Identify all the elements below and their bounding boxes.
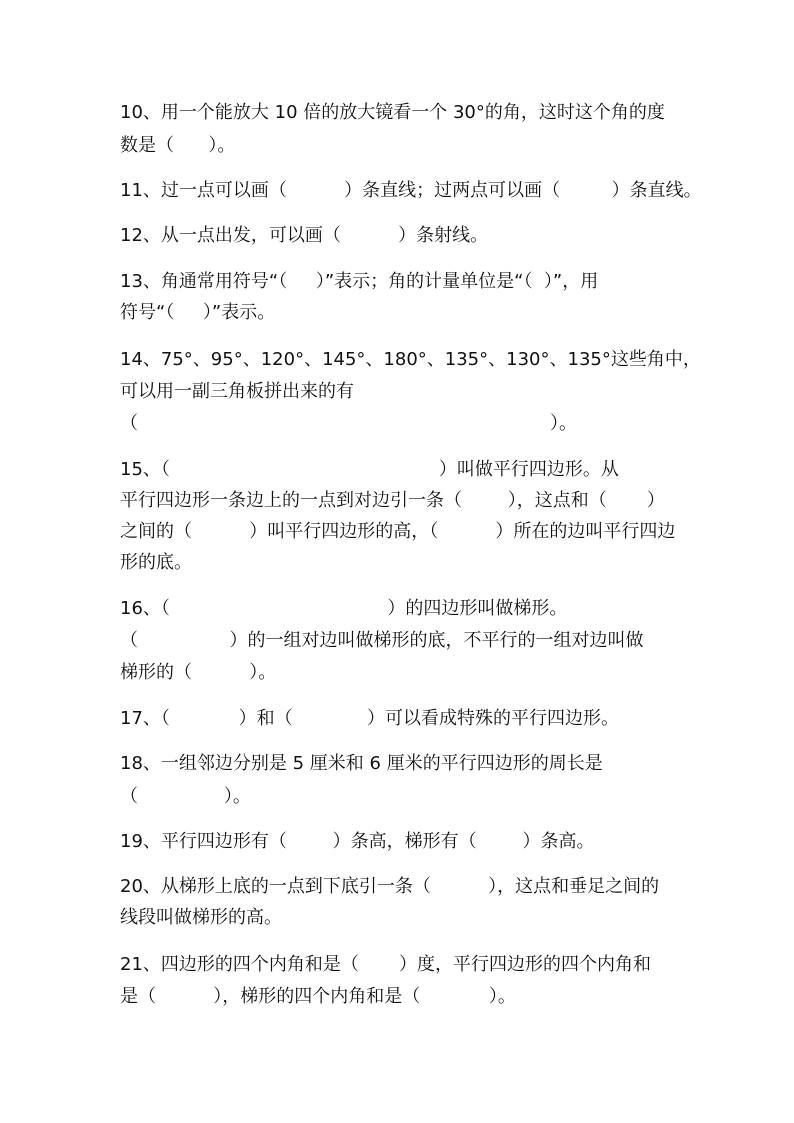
question-15-line-3: 之间的（ ）叫平行四边形的高，（ ）所在的边叫平行四边 (120, 521, 676, 542)
question-20-line-1: 20、从梯形上底的一点到下底引一条（ ），这点和垂足之间的 (120, 876, 660, 897)
question-16-line-2: （ ）的一组对边叫做梯形的底，不平行的一组对边叫做 (120, 630, 644, 651)
question-12-line-1: 12、从一点出发，可以画（ ）条射线。 (120, 225, 489, 246)
question-14-line-1: 14、75°、95°、120°、145°、180°、135°、130°、135°这些角中， (120, 349, 701, 370)
question-16-line-3: 梯形的（ ）。 (120, 662, 277, 683)
question-14-line-2: 可以用一副三角板拼出来的有 (120, 381, 354, 402)
question-18-line-2: （ ）。 (120, 786, 251, 807)
question-15-line-1: 15、（ ）叫做平行四边形。从 (120, 459, 619, 480)
question-10-line-1: 10、用一个能放大 10 倍的放大镜看一个 30°的角，这时这个角的度 (120, 102, 665, 123)
question-11-line-1: 11、过一点可以画（ ）条直线；过两点可以画（ ）条直线。 (120, 180, 702, 201)
question-17-line-1: 17、（ ）和（ ）可以看成特殊的平行四边形。 (120, 708, 619, 729)
question-20-line-2: 线段叫做梯形的高。 (120, 907, 282, 928)
question-14-line-3: （ ）。 (120, 413, 577, 434)
question-15-line-4: 形的底。 (120, 552, 192, 573)
question-19-line-1: 19、平行四边形有（ ）条高，梯形有（ ）条高。 (120, 831, 595, 852)
question-21-line-2: 是（ ），梯形的四个内角和是（ ）。 (120, 986, 516, 1007)
question-13-line-2: 符号“（ ）”表示。 (120, 302, 276, 323)
question-15-line-2: 平行四边形一条边上的一点到对边引一条（ ），这点和（ ） (120, 490, 665, 511)
question-13-line-1: 13、角通常用符号“（ ）”表示；角的计量单位是“（ ）”，用 (120, 271, 599, 292)
question-10-line-2: 数是（ ）。 (120, 135, 236, 156)
question-21-line-1: 21、四边形的四个内角和是（ ）度，平行四边形的四个内角和 (120, 954, 651, 975)
question-18-line-1: 18、一组邻边分别是 5 厘米和 6 厘米的平行四边形的周长是 (120, 753, 603, 774)
question-16-line-1: 16、（ ）的四边形叫做梯形。 (120, 598, 568, 619)
